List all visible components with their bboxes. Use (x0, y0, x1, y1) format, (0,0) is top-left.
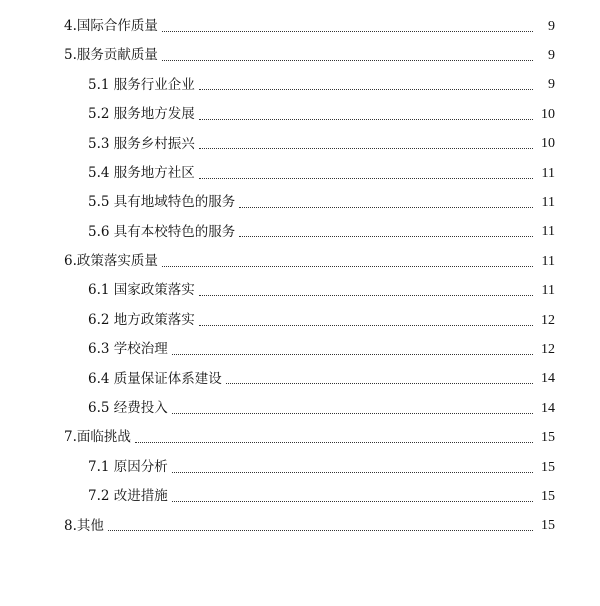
toc-entry-page: 14 (541, 371, 555, 387)
dot-leader (226, 382, 533, 384)
toc-entry-page: 15 (541, 518, 555, 534)
dot-leader (108, 529, 533, 531)
toc-entry-page: 11 (541, 195, 555, 211)
dot-leader (239, 206, 533, 208)
toc-entry-page: 12 (541, 312, 555, 328)
toc-entry-page: 14 (541, 400, 555, 416)
toc-entry-6[interactable] (0, 247, 600, 276)
toc-entry-page: 12 (541, 341, 555, 357)
toc-entry-title: 4.国际合作质量 (64, 20, 162, 34)
toc-entry-6-4[interactable] (0, 365, 600, 394)
toc-entry-5-5[interactable] (0, 188, 600, 217)
toc-entry-page: 9 (548, 77, 555, 93)
toc-entry-page: 10 (541, 136, 555, 152)
toc-entry-title: 5.6 具有本校特色的服务 (88, 226, 239, 240)
toc-entry-5-4[interactable] (0, 159, 600, 188)
toc-entry-title: 5.服务贡献质量 (64, 49, 162, 63)
toc-entry-page: 11 (541, 224, 555, 240)
dot-leader (199, 294, 533, 296)
toc-entry-5-2[interactable] (0, 100, 600, 129)
dot-leader (199, 147, 533, 149)
toc-entry-title: 7.2 改进措施 (88, 490, 172, 504)
toc-entry-title: 6.政策落实质量 (64, 255, 162, 269)
dot-leader (135, 441, 533, 443)
dot-leader (199, 177, 533, 179)
dot-leader (172, 412, 533, 414)
toc-entry-title: 6.5 经费投入 (88, 402, 172, 416)
toc-entry-page: 11 (541, 253, 555, 269)
toc-entry-page: 9 (548, 18, 555, 34)
toc-entry-7[interactable] (0, 423, 600, 452)
toc-entry-title: 6.1 国家政策落实 (88, 284, 199, 298)
toc-entry-page: 10 (541, 106, 555, 122)
dot-leader (199, 324, 533, 326)
toc-entry-5-6[interactable] (0, 218, 600, 247)
toc-entry-7-2[interactable] (0, 482, 600, 511)
dot-leader (172, 471, 533, 473)
toc-entry-title: 7.面临挑战 (64, 431, 135, 445)
dot-leader (199, 88, 533, 90)
toc-entry-title: 5.1 服务行业企业 (88, 79, 199, 93)
toc-entry-5-3[interactable] (0, 130, 600, 159)
toc-entry-title: 5.3 服务乡村振兴 (88, 138, 199, 152)
toc-entry-title: 7.1 原因分析 (88, 461, 172, 475)
toc-entry-title: 5.4 服务地方社区 (88, 167, 199, 181)
toc-entry-page: 9 (548, 48, 555, 64)
toc-entry-7-1[interactable] (0, 453, 600, 482)
toc-entry-6-3[interactable] (0, 335, 600, 364)
toc-entry-6-2[interactable] (0, 306, 600, 335)
table-of-contents (0, 12, 600, 541)
toc-entry-8[interactable] (0, 512, 600, 541)
dot-leader (162, 59, 533, 61)
toc-entry-page: 15 (541, 488, 555, 504)
toc-entry-title: 6.2 地方政策落实 (88, 314, 199, 328)
toc-entry-title: 6.4 质量保证体系建设 (88, 373, 226, 387)
dot-leader (162, 265, 533, 267)
toc-entry-5[interactable] (0, 41, 600, 70)
toc-entry-page: 11 (541, 283, 555, 299)
dot-leader (172, 500, 533, 502)
dot-leader (172, 353, 533, 355)
toc-entry-title: 8.其他 (64, 520, 108, 534)
toc-entry-page: 11 (541, 165, 555, 181)
dot-leader (239, 235, 533, 237)
toc-entry-title: 5.5 具有地域特色的服务 (88, 196, 239, 210)
toc-entry-6-5[interactable] (0, 394, 600, 423)
toc-entry-title: 5.2 服务地方发展 (88, 108, 199, 122)
toc-entry-page: 15 (541, 459, 555, 475)
toc-entry-5-1[interactable] (0, 71, 600, 100)
toc-entry-4[interactable] (0, 12, 600, 41)
toc-entry-6-1[interactable] (0, 277, 600, 306)
toc-entry-title: 6.3 学校治理 (88, 343, 172, 357)
dot-leader (199, 118, 533, 120)
toc-entry-page: 15 (541, 430, 555, 446)
dot-leader (162, 30, 533, 32)
